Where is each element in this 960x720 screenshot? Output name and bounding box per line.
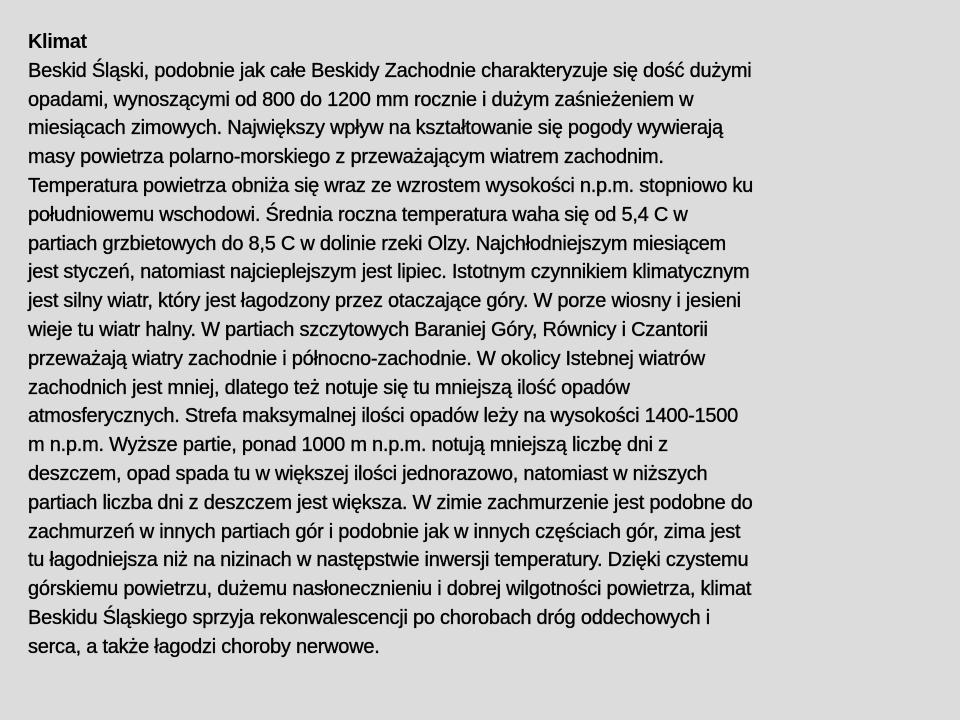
text-line-19: górskiemu powietrzu, dużemu nasłonecznieniu i dobrej wilgotności powietrza, klimat bbox=[28, 578, 752, 601]
text-line-20: Beskidu Śląskiego sprzyja rekonwalescencji po chorobach dróg oddechowych i bbox=[28, 606, 710, 629]
text-line-8: jest styczeń, natomiast najcieplejszym jest lipiec. Istotnym czynnikiem klimatycznym bbox=[28, 261, 750, 284]
text-line-3: miesiącach zimowych. Największy wpływ na kształtowanie się pogody wywierają bbox=[28, 117, 723, 140]
slide-content bbox=[28, 28, 938, 662]
text-line-2: opadami, wynoszącymi od 800 do 1200 mm rocznie i dużym zaśnieżeniem w bbox=[28, 88, 694, 111]
text-line-6: południowemu wschodowi. Średnia roczna temperatura waha się od 5,4 C w bbox=[28, 203, 688, 226]
text-line-21: serca, a także łagodzi choroby nerwowe. bbox=[28, 635, 380, 658]
slide-title: Klimat bbox=[28, 31, 87, 53]
text-line-13: atmosferycznych. Strefa maksymalnej ilości opadów leży na wysokości 1400-1500 bbox=[28, 405, 738, 428]
text-line-12: zachodnich jest mniej, dlatego też notuje się tu mniejszą ilość opadów bbox=[28, 376, 630, 399]
text-line-4: masy powietrza polarno-morskiego z przeważającym wiatrem zachodnim. bbox=[28, 146, 664, 169]
text-line-17: zachmurzeń w innych partiach gór i podobnie jak w innych częściach gór, zima jest bbox=[28, 520, 741, 543]
text-line-16: partiach liczba dni z deszczem jest większa. W zimie zachmurzenie jest podobne do bbox=[28, 491, 753, 514]
text-line-11: przeważają wiatry zachodnie i północno-zachodnie. W okolicy Istebnej wiatrów bbox=[28, 347, 705, 370]
text-line-15: deszczem, opad spada tu w większej ilości jednorazowo, natomiast w niższych bbox=[28, 462, 708, 485]
text-line-18: tu łagodniejsza niż na nizinach w następstwie inwersji temperatury. Dzięki czystemu bbox=[28, 549, 749, 572]
text-line-1: Beskid Śląski, podobnie jak całe Beskidy Zachodnie charakteryzuje się dość dużymi bbox=[28, 59, 752, 82]
text-line-7: partiach grzbietowych do 8,5 C w dolinie rzeki Olzy. Najchłodniejszym miesiącem bbox=[28, 232, 726, 255]
text-line-10: wieje tu wiatr halny. W partiach szczytowych Baraniej Góry, Równicy i Czantorii bbox=[28, 318, 708, 341]
text-line-14: m n.p.m. Wyższe partie, ponad 1000 m n.p.m. notują mniejszą liczbę dni z bbox=[28, 434, 668, 457]
text-line-9: jest silny wiatr, który jest łagodzony przez otaczające góry. W porze wiosny i jesieni bbox=[28, 290, 741, 313]
text-line-5: Temperatura powietrza obniża się wraz ze wzrostem wysokości n.p.m. stopniowo ku bbox=[28, 174, 753, 197]
